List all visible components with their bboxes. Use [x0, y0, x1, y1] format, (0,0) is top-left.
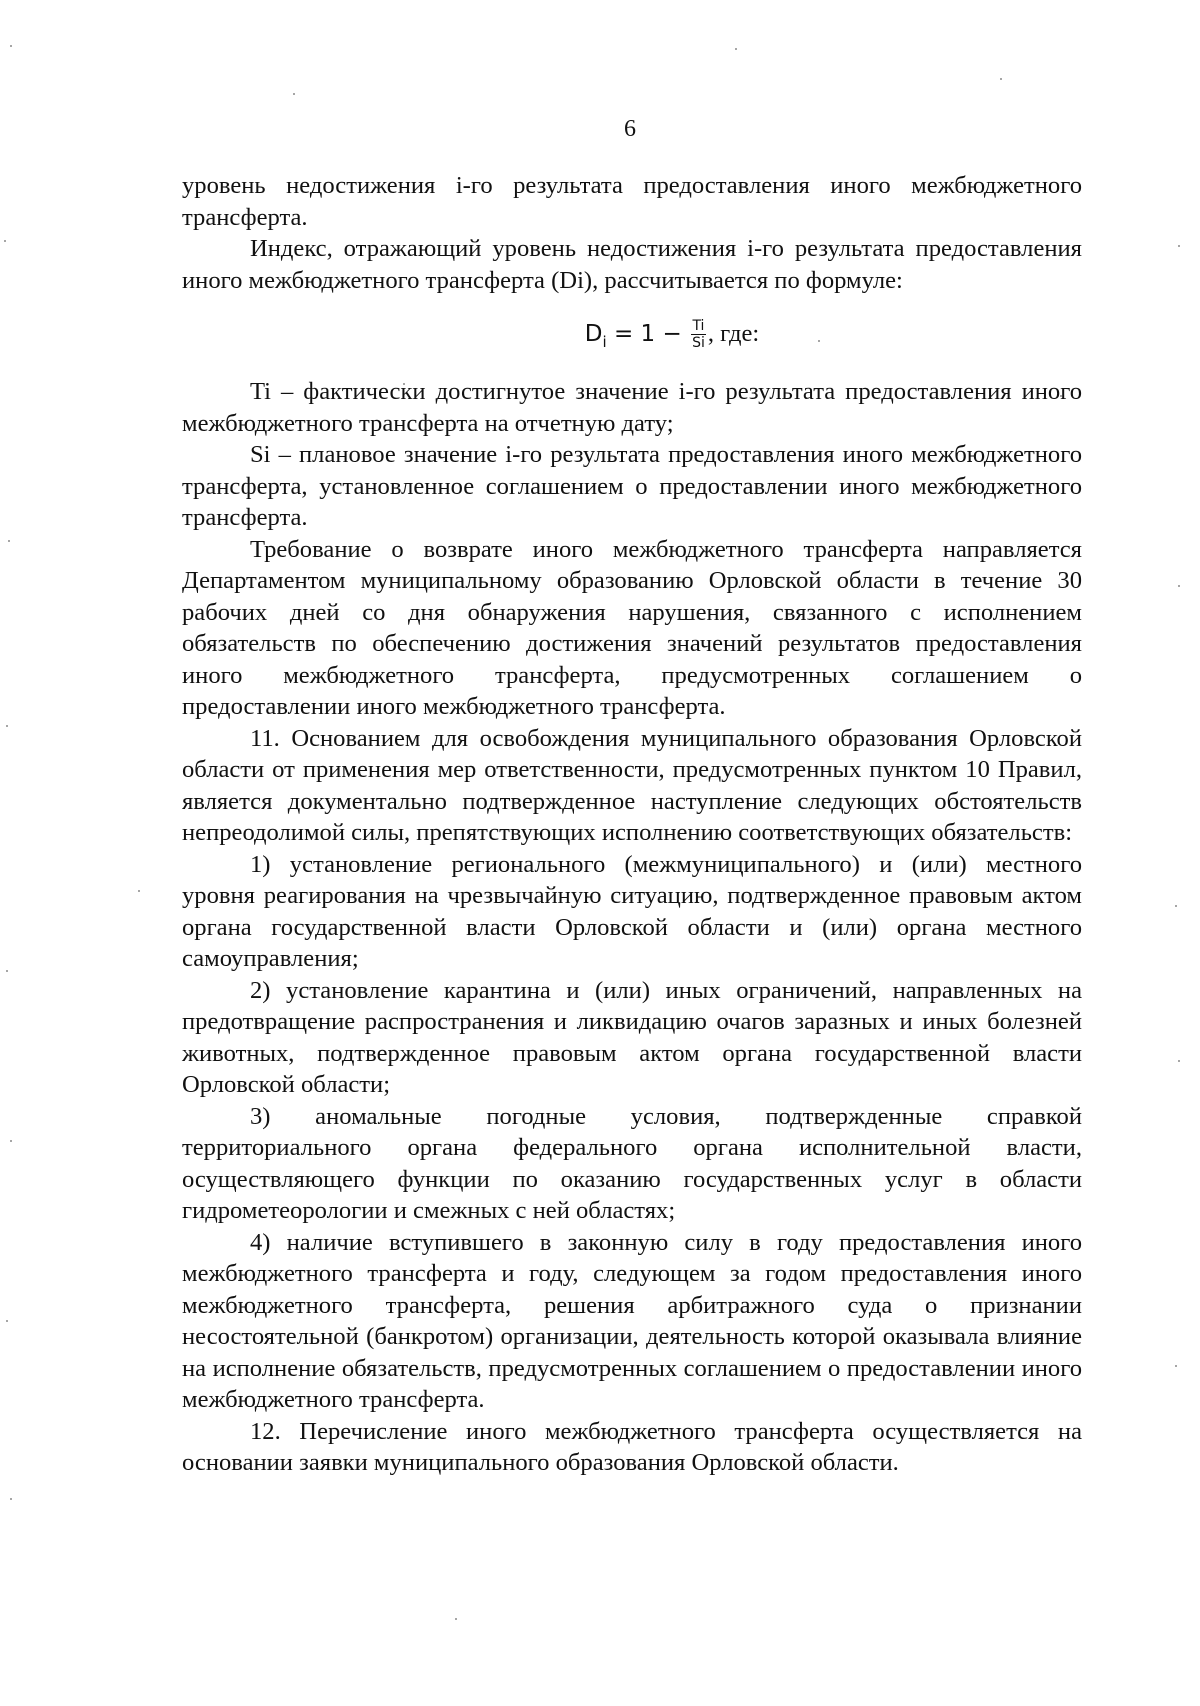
- list-item: 1) установление регионального (межмуниципального) и (или) местного уровня реагирования на чрезвычайную ситуацию, подтвержденное правовым актом органа государственной власти Орловской области и (или) органа местного самоуправления;: [182, 850, 1082, 972]
- scan-speck: [293, 93, 295, 95]
- scan-speck: [6, 725, 8, 727]
- document-body: [182, 170, 1082, 1479]
- scan-speck: [1178, 245, 1180, 247]
- scan-speck: [1178, 1060, 1180, 1062]
- formula-denominator: Si: [692, 335, 705, 351]
- scan-speck: [1175, 1365, 1177, 1367]
- formula-suffix: , где:: [707, 320, 760, 347]
- formula-numerator: Ti: [692, 318, 705, 334]
- paragraph: уровень недостижения i-го результата предоставления иного межбюджетного трансферта.: [182, 172, 1082, 231]
- paragraph: Si – плановое значение i-го результата предоставления иного межбюджетного трансферта, установленное соглашением о предоставлении иного межбюджетного трансферта.: [182, 441, 1082, 531]
- scan-speck: [1178, 585, 1180, 587]
- scan-speck: [10, 1140, 12, 1142]
- formula-fraction: [691, 318, 706, 351]
- scan-speck: [10, 45, 12, 47]
- list-item: 2) установление карантина и (или) иных ограничений, направленных на предотвращение распространения и ликвидацию очагов заразных и иных болезней животных, подтвержденное правовым актом органа государственной власти Орловской области;: [182, 976, 1082, 1098]
- list-item: 4) наличие вступившего в законную силу в году предоставления иного межбюджетного трансферта и году, следующем за годом предоставления иного межбюджетного трансферта, решения арбитражного суда о признании несостоятельной (банкротом) организации, деятельность которой оказывала влияние на исполнение обязательств, предусмотренных соглашением о предоставлении иного межбюджетного трансферта.: [182, 1228, 1082, 1413]
- page-number: 6: [624, 116, 636, 142]
- scan-speck: [1175, 905, 1177, 907]
- scan-speck: [6, 1320, 8, 1322]
- paragraph: Требование о возврате иного межбюджетного трансферта направляется Департаментом муниципальному образованию Орловской области в течение 30 рабочих дней со дня обнаружения нарушения, связанного с исполнением обязательств по обеспечению достижения значений результатов предоставления иного межбюджетного трансферта, предусмотренных соглашением о предоставлении иного межбюджетного трансферта.: [182, 535, 1082, 720]
- paragraph: 12. Перечисление иного межбюджетного трансферта осуществляется на основании заявки муниципального образования Орловской области.: [182, 1417, 1082, 1476]
- scan-speck: [1000, 78, 1002, 80]
- scan-speck: [4, 240, 6, 242]
- formula-lhs: D: [584, 321, 603, 347]
- paragraph: 11. Основанием для освобождения муниципального образования Орловской области от применения мер ответственности, предусмотренных пунктом 10 Правил, является документально подтвержденное наступление следующих обстоятельств непреодолимой силы, препятствующих исполнению соответствующих обязательств:: [182, 724, 1082, 846]
- scan-speck: [455, 1618, 457, 1620]
- scan-speck: [6, 970, 8, 972]
- scan-speck: [138, 890, 140, 892]
- paragraph: Ti – фактически достигнутое значение i-го результата предоставления иного межбюджетного трансферта на отчетную дату;: [182, 378, 1082, 437]
- paragraph: Индекс, отражающий уровень недостижения i-го результата предоставления иного межбюджетного трансферта (Di), рассчитывается по формуле:: [182, 235, 1082, 294]
- list-item: 3) аномальные погодные условия, подтвержденные справкой территориального органа федерального органа исполнительной власти, осуществляющего функции по оказанию государственных услуг в области гидрометеорологии и смежных с ней областях;: [182, 1102, 1082, 1224]
- formula-equals: = 1 −: [613, 321, 682, 347]
- formula: [262, 314, 1082, 362]
- formula-lhs-subscript: i: [602, 333, 607, 351]
- scan-speck: [8, 540, 10, 542]
- scan-speck: [10, 1498, 12, 1500]
- scan-speck: [735, 48, 737, 50]
